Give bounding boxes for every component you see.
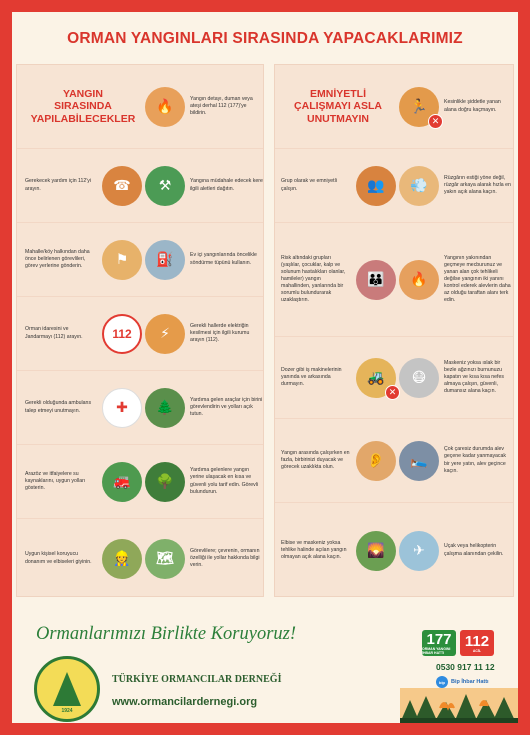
left-item-text: Arazöz ve itfaiyelere su kaynaklarını, uygun yolları gösterin. xyxy=(25,470,86,491)
risk-group-icon: 👪 xyxy=(356,260,396,300)
right-item-text: Uçak veya helikopterin çalışma alanından çekilin. xyxy=(444,543,504,557)
left-item-text: Gerekli hallerde elektriğin kesilmesi için ilgili kurumu arayın (112). xyxy=(190,322,250,343)
forest-road-icon: 🌲 xyxy=(145,388,185,428)
hotline-112-badge: 112 ACİL xyxy=(460,630,494,656)
left-item-text: Yangına müdahale edecek kere ilgili aletleri dağıtın. xyxy=(190,178,263,192)
left-row xyxy=(17,371,263,445)
tree-icon xyxy=(53,672,81,706)
running-person-icon: 🏃 ✕ xyxy=(399,87,439,127)
left-panel xyxy=(16,64,264,597)
phone-number[interactable]: 0530 917 11 12 xyxy=(436,662,495,672)
left-item-text: Görevlilere; çevrenin, ormanın özelliği ile yollar hakkında bilgi verin. xyxy=(190,547,260,568)
fire-icon: 🔥 xyxy=(145,87,185,127)
left-row xyxy=(17,223,263,297)
right-item-text: Elbise ve maskeniz yoksa tehlike halinde açılan yangın olmayan açık alana kaçın. xyxy=(281,539,347,560)
burning-forest-illustration xyxy=(400,688,518,723)
right-item-text: Yangın arasında çalışırken en fazla, birbirinizi duyacak ve görecek uzaklıkta olun. xyxy=(281,449,350,470)
right-panel-header: EMNİYETLİ ÇALIŞMAYI ASLA UNUTMAYIN xyxy=(294,88,382,125)
left-item-text: Uygun kişisel koruyucu donanım ve elbiseleri giyinin. xyxy=(25,551,92,565)
wind-escape-icon: 💨 xyxy=(399,166,439,206)
left-row-header xyxy=(17,65,263,149)
organization-name: TÜRKİYE ORMANCILAR DERNEĞİ xyxy=(112,674,282,685)
left-row xyxy=(17,149,263,223)
right-row xyxy=(275,419,513,503)
ambulance-icon: ✚ xyxy=(102,388,142,428)
left-panel-header: YANGIN SIRASINDA YAPILABİLECEKLER xyxy=(30,88,136,125)
right-row xyxy=(275,149,513,223)
aircraft-icon: ✈ xyxy=(399,531,439,571)
fire-truck-icon: 🚒 xyxy=(102,462,142,502)
fire-extinguisher-icon: ⛽ xyxy=(145,240,185,280)
poster-content xyxy=(12,12,518,723)
bip-logo-icon: bip xyxy=(436,676,448,688)
electric-pole-icon: ⚡ xyxy=(145,314,185,354)
left-item-text: Yardıma gelenlere yangın yerine ulaşacak en kısa ve güvenli yolu tarif edin. Görevli bulundurun. xyxy=(190,467,259,495)
firefighter-tools-icon: ⚒ xyxy=(145,166,185,206)
slogan: Ormanlarımızı Birlikte Koruyoruz! xyxy=(36,624,297,644)
logo-year: 1924 xyxy=(61,708,73,714)
bip-label: Bip İhbar Hattı xyxy=(451,679,489,685)
open-area-icon: 🌄 xyxy=(356,531,396,571)
left-item-text: Gerekecek yardım için 112'yi arayın. xyxy=(25,178,92,192)
left-item-text: Yardıma gelen araçlar için birini görevlendirin ve yolları açık tutun. xyxy=(190,396,263,417)
right-item-text: Maskeniz yoksa ıslak bir bezle ağzınızı burnunuzu kapatın ve kısa kısa nefes almaya çalışın, güvenli, dumansız alana kaçın. xyxy=(444,359,504,395)
hotline-177-badge: 177 ORMAN YANGINI İHBAR HATTI xyxy=(422,630,456,656)
website-link[interactable]: www.ormancilardernegi.org xyxy=(112,696,258,708)
left-item-report: Yangın detayı, duman veya ateşi derhal 112 (177)'ye bildirin. xyxy=(190,95,253,116)
bulldozer-icon: 🚜 ✕ xyxy=(356,358,396,398)
forest-fire-icon: 🌳 xyxy=(145,462,185,502)
left-row xyxy=(17,519,263,598)
left-item-text: Gerekli olduğunda ambulans talep etmeyi unutmayın. xyxy=(25,400,92,414)
right-row-header xyxy=(275,65,513,149)
map-icon: 🗺 xyxy=(145,539,185,579)
right-item-text: Rüzgârın estiği yöne değil, rüzgâr arkaya alarak hızla en yakın açık alana kaçın. xyxy=(444,174,511,195)
protective-gear-icon: 👷 xyxy=(102,539,142,579)
right-item-text: Grup olarak ve emniyetli çalışın. xyxy=(281,178,337,192)
phone-truck-icon: ☎ xyxy=(102,166,142,206)
right-item-text: Çok çaresiz durumda alev geçene kadar yanmayacak bir yere yatın, alev geçince kaçın. xyxy=(444,446,506,474)
left-row xyxy=(17,445,263,519)
team-work-icon: 👥 xyxy=(356,166,396,206)
right-item-text: Risk altındaki grupları (yaşlılar, çocuklar, kalp ve solunum hastalıkları olanlar, hamileler) yangın mahallinden, yanlarında bir sorumlu bulundurarak uzaklaştırın. xyxy=(281,254,346,304)
right-row xyxy=(275,337,513,419)
right-row xyxy=(275,503,513,598)
forbidden-icon: ✕ xyxy=(428,114,443,129)
emergency-112-icon: 112 xyxy=(102,314,142,354)
right-item-text: Kesinlikle şiddetle yanan alana doğru kaçmayın. xyxy=(444,99,501,113)
right-row xyxy=(275,223,513,337)
hearing-distance-icon: 👂 xyxy=(356,441,396,481)
left-item-text: Ev içi yangınlarında öncelikle söndürme tüpünü kullanın. xyxy=(190,252,257,266)
smoke-mask-icon: 😷 xyxy=(399,358,439,398)
association-logo xyxy=(34,656,100,722)
left-item-text: Mahalle/köy halkından daha önce belirlenen görevlileri, görev yerlerine gönderin. xyxy=(25,248,90,269)
bip-hotline[interactable] xyxy=(436,676,489,688)
volunteer-icon: ⚑ xyxy=(102,240,142,280)
poster-title: ORMAN YANGINLARI SIRASINDA YAPACAKLARIMIZ xyxy=(67,30,463,47)
escape-fire-icon: 🔥 xyxy=(399,260,439,300)
right-item-text: Yangının yakınından geçmeye mecburunuz ve yanan alan çok tehlikeli değilse yangının iki yanını kontrol ederek alevlerin daha az olduğu taraftan alanı terk edin. xyxy=(444,254,511,304)
forbidden-icon: ✕ xyxy=(385,385,400,400)
right-panel xyxy=(274,64,514,597)
lie-down-icon: 🛌 xyxy=(399,441,439,481)
left-item-text: Orman idaresini ve Jandarmayı (112) arayın. xyxy=(25,326,83,340)
left-row xyxy=(17,297,263,371)
right-item-text: Dozer gibi iş makinelerinin yanında ve arkasında durmayın. xyxy=(281,366,342,387)
